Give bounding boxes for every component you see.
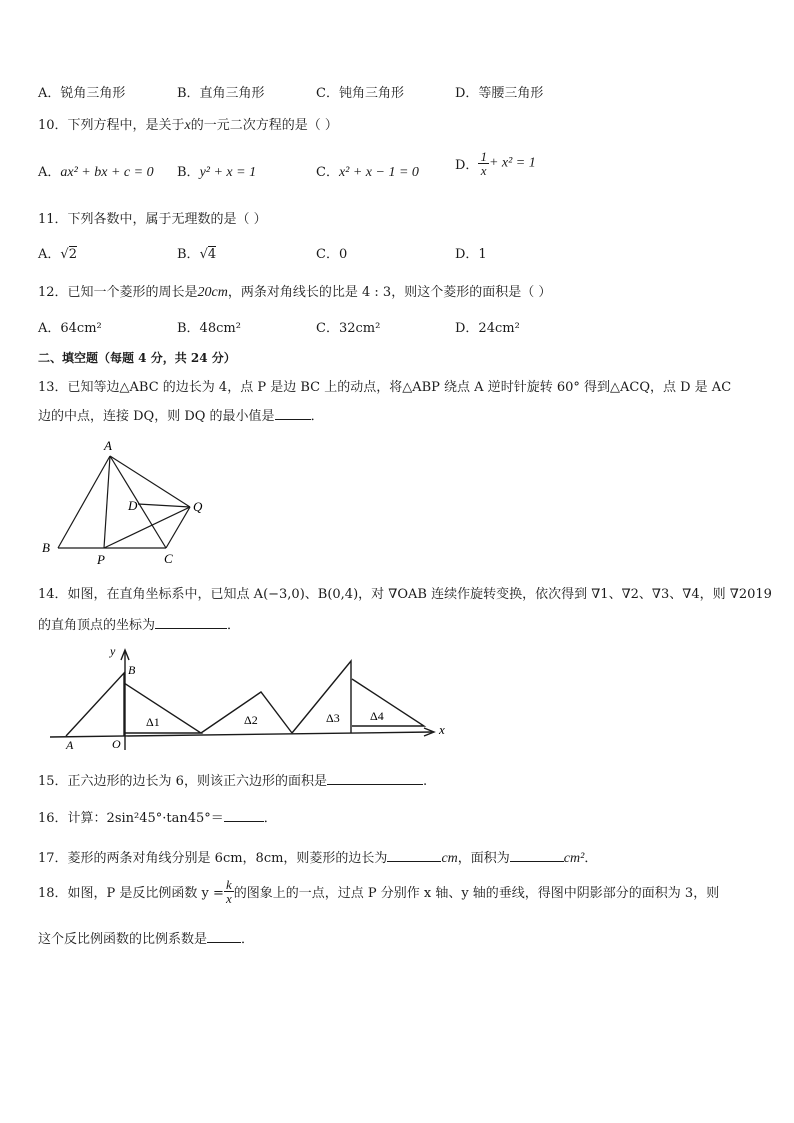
label-c: C: [164, 551, 173, 566]
q13-end: ．: [310, 409, 324, 424]
q11-b-label: B．: [177, 247, 200, 262]
q10-stem: [38, 114, 338, 134]
label-q: Q: [193, 499, 203, 514]
q12-option-b: B．48cm²: [177, 321, 241, 336]
q10-d-denominator: x: [480, 163, 487, 178]
q15-stem: 15．正六边形的边长为 6，则该正六边形的面积是: [38, 774, 327, 789]
q13-answer-blank: [275, 407, 311, 420]
q17-mid: ，面积为: [457, 851, 510, 866]
label-o: O: [112, 737, 121, 751]
q17-pre: 17．菱形的两条对角线分别是 6cm，8cm，则菱形的边长为: [38, 851, 388, 866]
label-y: y: [110, 644, 116, 658]
label-triangle-4: Δ4: [370, 709, 384, 723]
q15-answer-blank: [327, 772, 423, 785]
q10-option-d: [455, 150, 536, 177]
q18-end: ．: [241, 932, 255, 947]
q16-end: ．: [263, 811, 277, 826]
q18-line2-text: 这个反比例函数的比例系数是: [38, 932, 208, 947]
q12-option-a: A．64cm²: [38, 321, 102, 336]
q10-d-rest: + x² = 1: [488, 155, 536, 171]
q12-option-c: C．32cm²: [316, 321, 381, 336]
q17-end: ．: [584, 851, 598, 866]
q16-stem: 16．计算：2sin²45°·tan45°＝: [38, 811, 224, 826]
q12-stem-post: ，两条对角线长的比是 4 : 3，则这个菱形的面积是（ ）: [227, 285, 552, 300]
q14-end: ．: [227, 618, 241, 633]
label-triangle-2: Δ2: [244, 713, 258, 727]
q11-option-b: [177, 243, 216, 262]
q10-d-fraction: [478, 150, 489, 177]
q18-pre: 18．如图，P 是反比例函数 y =: [38, 886, 224, 901]
q13-line2: [38, 405, 324, 424]
q11-a-label: A．: [38, 247, 61, 262]
sqrt-icon: √: [199, 247, 208, 262]
q10-a-expr: ax² + bx + c = 0: [60, 165, 154, 180]
q10-b-expr: y² + x = 1: [199, 165, 257, 180]
sqrt-icon: √: [60, 247, 69, 262]
q11-option-d: D．1: [455, 247, 487, 262]
q10-d-numerator: 1: [480, 149, 487, 164]
q9-option-b: B．直角三角形: [177, 86, 265, 101]
q18-fraction: [224, 878, 234, 905]
label-a: A: [104, 438, 112, 453]
q9-option-c: C．钝角三角形: [316, 86, 404, 101]
q17-unit2: cm²: [563, 851, 585, 866]
q15-end: .: [422, 774, 428, 789]
q10-option-a: [38, 161, 154, 181]
q12-stem: [38, 281, 551, 301]
label-b: B: [42, 540, 50, 555]
q16-answer-blank: [224, 809, 264, 822]
q11-b-radicand: 4: [207, 247, 217, 262]
label-d: D: [128, 498, 138, 513]
q17: [38, 847, 597, 867]
q11-option-a: [38, 243, 77, 262]
q11-a-radicand: 2: [68, 247, 77, 262]
q13-line1: 13．已知等边△ABC 的边长为 4，点 P 是边 BC 上的动点，将△ABP 绕点 A 逆时针旋转 60° 得到△ACQ，点 D 是 AC: [38, 380, 732, 395]
q17-unit1: cm: [441, 851, 458, 866]
q11-stem: 11．下列各数中，属于无理数的是（ ）: [38, 212, 267, 227]
q18-denominator: x: [225, 891, 232, 906]
section-heading: 二、填空题（每题 4 分，共 24 分）: [38, 351, 236, 365]
q12-stem-pre: 12．已知一个菱形的周长是: [38, 285, 198, 300]
q14-line2-text: 的直角顶点的坐标为: [38, 618, 156, 633]
q11-option-c: C．0: [316, 247, 348, 262]
q14-figure: [44, 644, 464, 756]
q13-figure: [38, 436, 218, 570]
q9-option-d: D．等腰三角形: [455, 86, 544, 101]
q10-stem-post: 的一元二次方程的是（ ）: [190, 118, 338, 133]
q10-stem-pre: 10．下列方程中，是关于: [38, 118, 185, 133]
q17-blank-side: [387, 849, 441, 862]
q18-post: 的图象上的一点，过点 P 分别作 x 轴、y 轴的垂线，得图中阴影部分的面积为 3，则: [233, 886, 720, 901]
q16: [38, 807, 277, 826]
q10-d-label: D．: [455, 158, 479, 173]
q15: [38, 770, 427, 789]
label-a: A: [66, 738, 74, 752]
q10-option-c: [316, 161, 419, 181]
q12-option-d: D．24cm²: [455, 321, 520, 336]
q18-numerator: k: [225, 877, 232, 892]
label-p: P: [97, 552, 105, 567]
q10-b-label: B．: [177, 165, 200, 180]
q14-line1: 14．如图，在直角坐标系中，已知点 A(−3,0)、B(0,4)，对 ∇OAB 连续作旋转变换，依次得到 ∇1、∇2、∇3、∇4，则 ∇2019: [38, 587, 772, 602]
q13-line2-text: 边的中点，连接 DQ，则 DQ 的最小值是: [38, 409, 275, 424]
q17-blank-area: [510, 849, 564, 862]
label-b: B: [128, 663, 136, 677]
q10-c-label: C．: [316, 165, 339, 180]
q14-answer-blank: [155, 616, 227, 629]
q18-answer-blank: [207, 930, 241, 943]
q9-option-a: A．锐角三角形: [38, 86, 126, 101]
label-x: x: [439, 722, 445, 737]
q18-line1: [38, 878, 719, 905]
q10-c-expr: x² + x − 1 = 0: [338, 165, 419, 180]
label-triangle-1: Δ1: [146, 715, 160, 729]
q14-line2: [38, 614, 240, 633]
q10-a-label: A．: [38, 165, 61, 180]
label-triangle-3: Δ3: [326, 711, 340, 725]
q10-var: x: [184, 118, 191, 133]
q18-line2: [38, 928, 254, 947]
q10-option-b: [177, 161, 256, 181]
q12-perimeter: 20cm: [197, 285, 228, 300]
